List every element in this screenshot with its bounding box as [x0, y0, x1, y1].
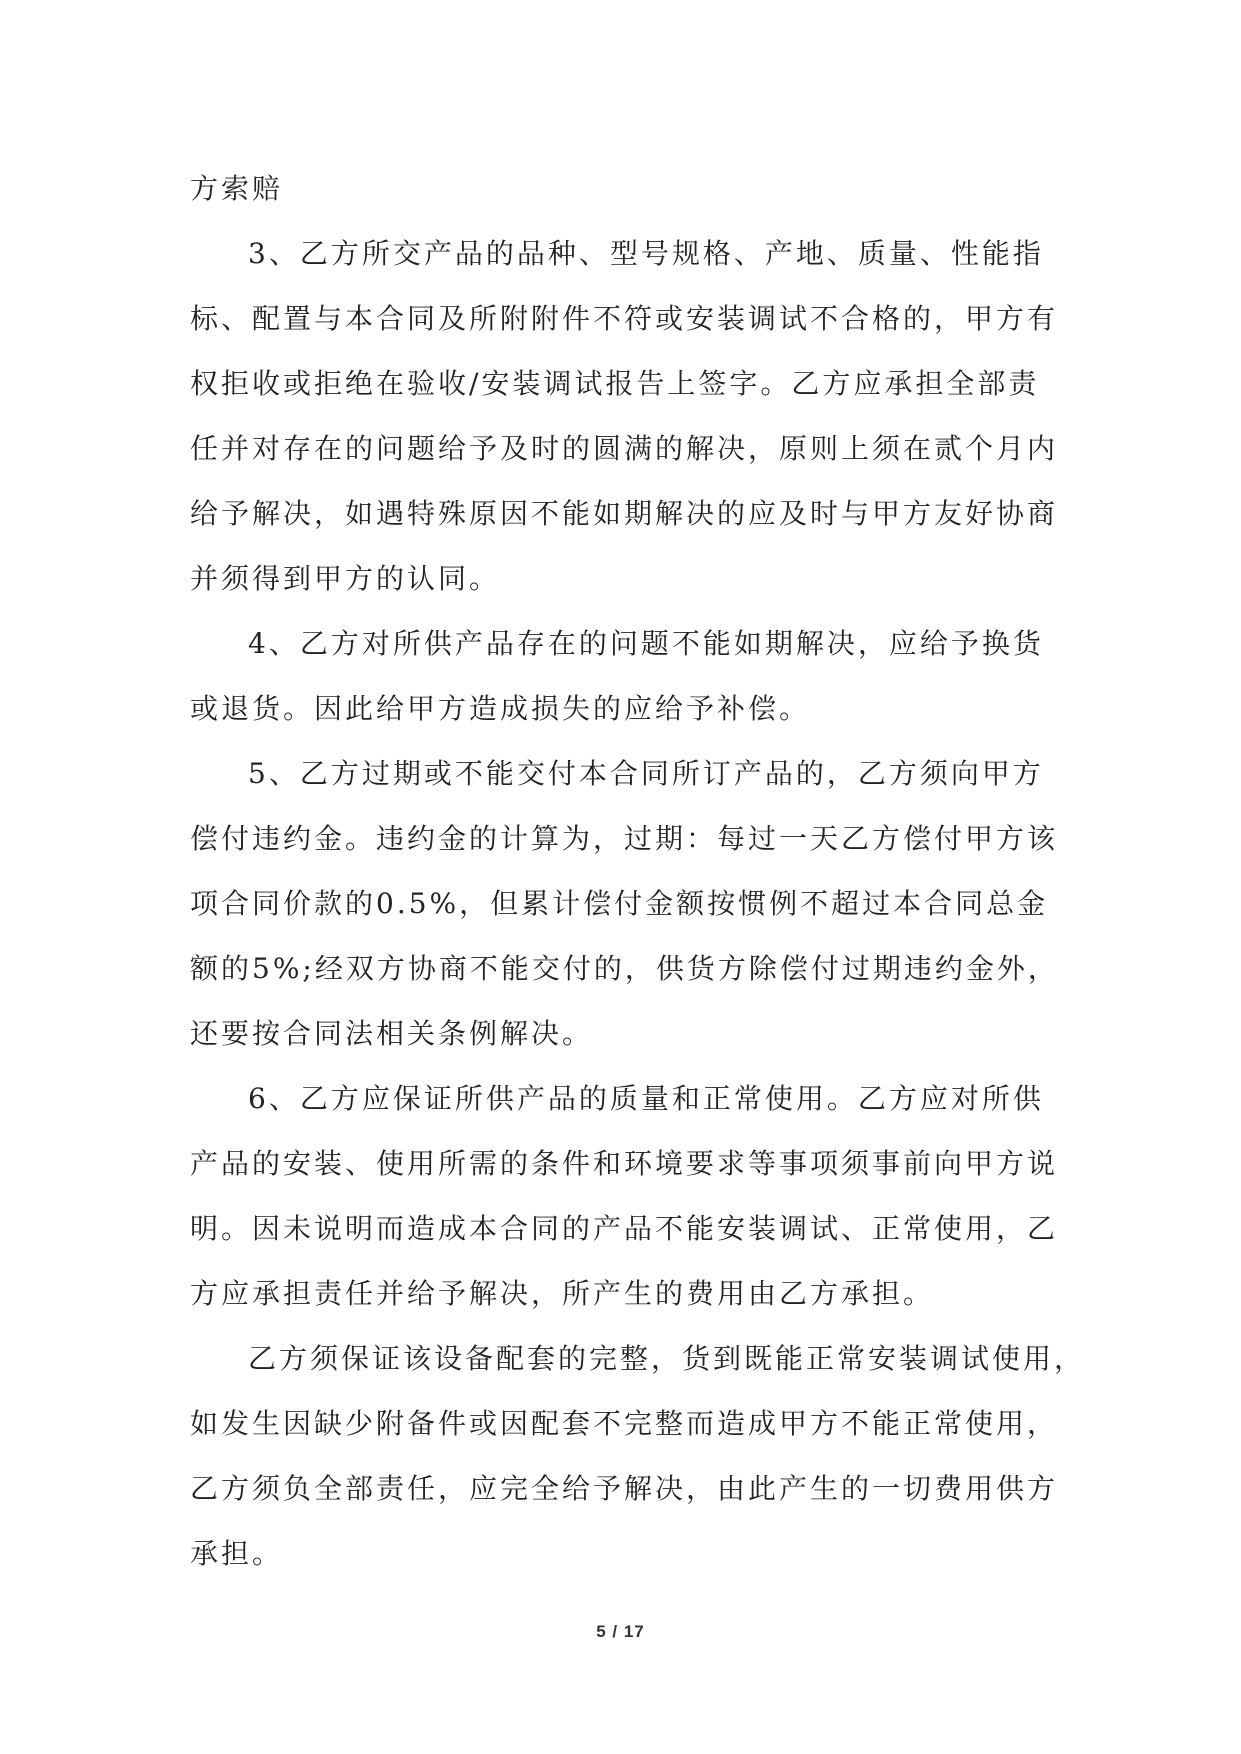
text-line: 或退货。因此给甲方造成损失的应给予补偿。: [190, 692, 811, 725]
document-body: [190, 156, 1086, 1586]
paragraph-start-line: 5、乙方过期或不能交付本合同所订产品的，乙方须向甲方: [248, 757, 1044, 790]
text-line: 并须得到甲方的认同。: [190, 562, 501, 595]
text-line: 权拒收或拒绝在验收/安装调试报告上签字。乙方应承担全部责: [190, 367, 1040, 400]
text-line: 产品的安装、使用所需的条件和环境要求等事项须事前向甲方说: [190, 1147, 1059, 1180]
paragraph-start-line: 6、乙方应保证所供产品的质量和正常使用。乙方应对所供: [248, 1082, 1044, 1115]
paragraph-start-line: 3、乙方所交产品的品种、型号规格、产地、质量、性能指: [248, 237, 1044, 270]
text-line: 明。因未说明而造成本合同的产品不能安装调试、正常使用，乙: [190, 1212, 1059, 1245]
text-line: 偿付违约金。违约金的计算为，过期：每过一天乙方偿付甲方该: [190, 822, 1059, 855]
text-line: 项合同价款的0.5%，但累计偿付金额按惯例不超过本合同总金: [190, 887, 1049, 920]
text-line: 乙方须负全部责任，应完全给予解决，由此产生的一切费用供方: [190, 1472, 1059, 1505]
text-line: 额的5%;经双方协商不能交付的，供货方除偿付过期违约金外，: [190, 952, 1059, 985]
text-line: 承担。: [190, 1537, 284, 1570]
text-line: 如发生因缺少附备件或因配套不完整而造成甲方不能正常使用，: [190, 1407, 1059, 1440]
page-number: 5 / 17: [596, 1622, 645, 1641]
text-line: 还要按合同法相关条例解决。: [190, 1017, 594, 1050]
paragraph-start-line: 4、乙方对所供产品存在的问题不能如期解决，应给予换货: [248, 627, 1044, 660]
paragraph-start-line: 乙方须保证该设备配套的完整，货到既能正常安装调试使用，: [248, 1342, 1086, 1375]
text-line: 方索赔: [190, 172, 284, 205]
text-line: 标、配置与本合同及所附附件不符或安装调试不合格的，甲方有: [190, 302, 1059, 335]
text-line: 任并对存在的问题给予及时的圆满的解决，原则上须在贰个月内: [190, 432, 1059, 465]
text-line: 方应承担责任并给予解决，所产生的费用由乙方承担。: [190, 1277, 935, 1310]
text-line: 给予解决，如遇特殊原因不能如期解决的应及时与甲方友好协商: [190, 497, 1059, 530]
